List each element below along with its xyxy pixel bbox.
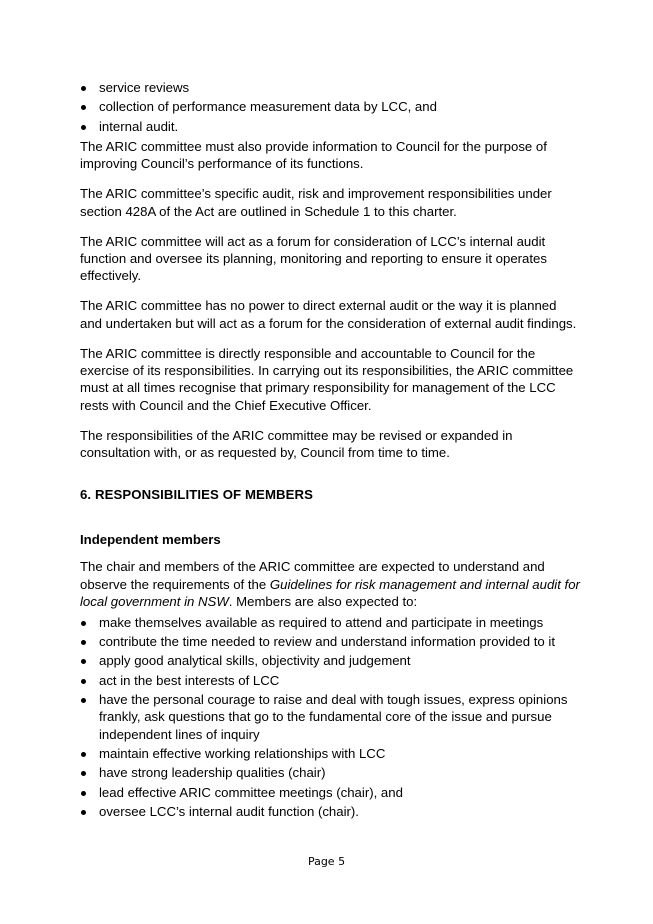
intro-bullet-list [80,79,580,135]
paragraph-accountability: The ARIC committee is directly responsible and accountable to Council for the exercise of its responsibilities. In carrying out its responsibilities, the ARIC committee must at all times recognise that primary responsibility for management of the LCC rests with Council and the Chief Executive Officer. [80,345,574,413]
intro-text-start: The chair and members of the ARIC committee are expected to understand and observe the requirements of the [80,559,545,592]
list-item: have strong leadership qualities (chair) [80,764,580,781]
paragraph-members-intro [80,558,580,610]
list-item: service reviews [80,79,580,96]
intro-text-end: . Members are also expected to: [228,594,418,610]
paragraph-revision: The responsibilities of the ARIC committee may be revised or expanded in consultation with, or as requested by, Council from time to time. [80,427,513,461]
guidelines-title: Guidelines for risk management and internal audit for local government in NSW [80,576,580,610]
member-expectations-list [80,614,580,821]
paragraph-internal-audit-forum: The ARIC committee will act as a forum for consideration of LCC’s internal audit function and oversee its planning, monitoring and reporting to ensure it operates effectively. [80,233,547,284]
list-item: maintain effective working relationships with LCC [80,745,580,762]
page-number: Page 5 [307,855,346,868]
section-heading: 6. RESPONSIBILITIES OF MEMBERS [80,486,314,502]
list-item: lead effective ARIC committee meetings (chair), and [80,784,580,801]
subsection-heading: Independent members [80,532,221,547]
list-item: contribute the time needed to review and understand information provided to it [80,633,580,650]
list-item: collection of performance measurement data by LCC, and [80,98,580,115]
paragraph-external-audit: The ARIC committee has no power to direct external audit or the way it is planned and undertaken but will act as a forum for the consideration of external audit findings. [80,298,577,331]
page-body [80,79,580,822]
paragraph-specific-responsibilities: The ARIC committee’s specific audit, risk and improvement responsibilities under section 428A of the Act are outlined in Schedule 1 to this charter. [80,186,552,219]
list-item: internal audit. [80,118,580,135]
list-item: apply good analytical skills, objectivity and judgement [80,652,580,669]
paragraph-council-information: The ARIC committee must also provide information to Council for the purpose of improving Council’s performance of its functions. [80,139,547,172]
list-item: have the personal courage to raise and deal with tough issues, express opinions frankly, ask questions that go to the fundamental core of the issue and pursue independent lines of inquiry [80,691,580,743]
list-item: act in the best interests of LCC [80,672,580,689]
list-item: oversee LCC’s internal audit function (chair). [80,803,580,820]
list-item: make themselves available as required to attend and participate in meetings [80,614,580,631]
